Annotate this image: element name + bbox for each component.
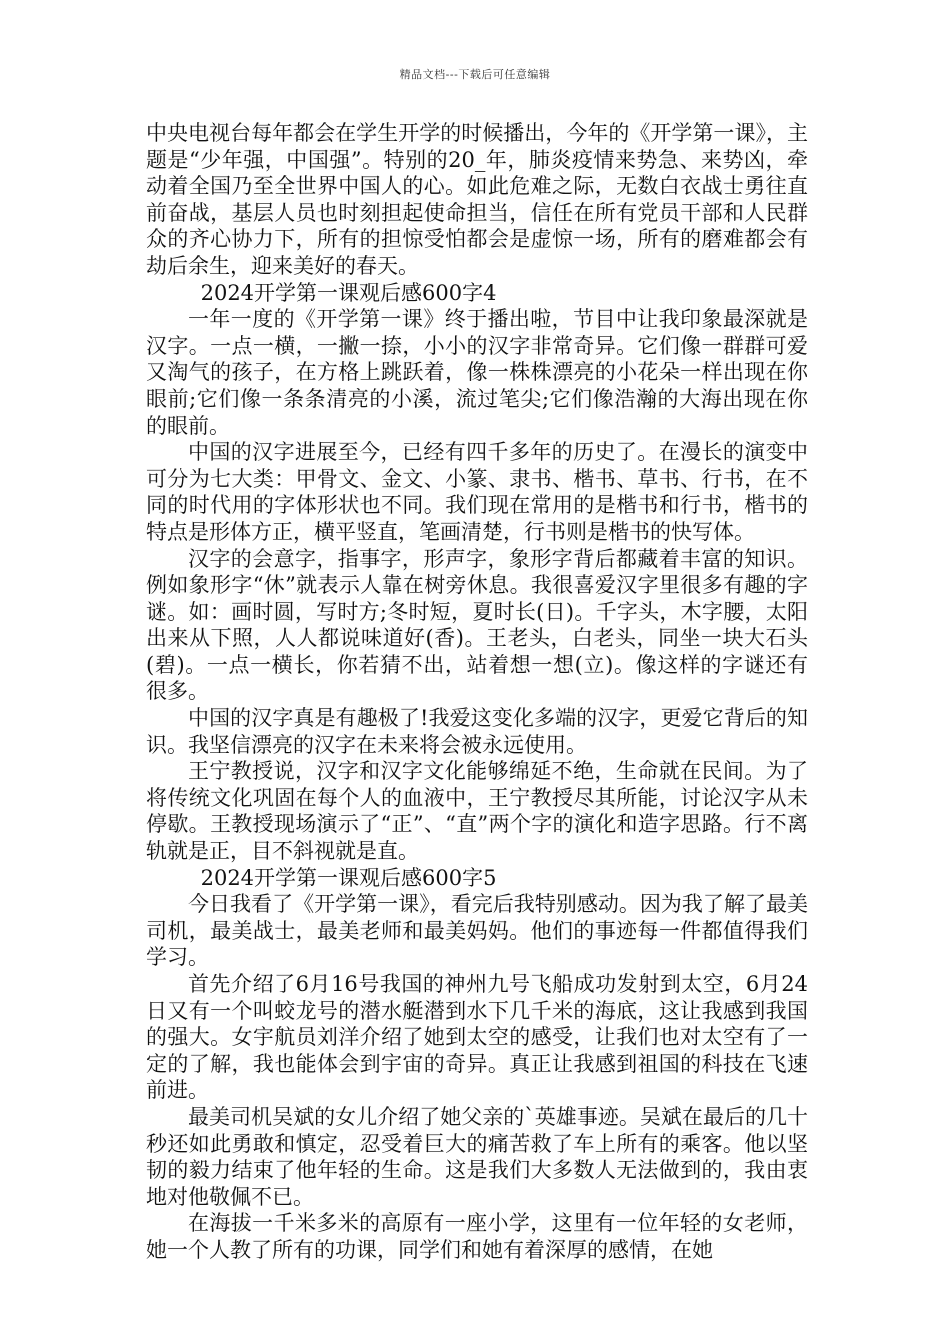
body-paragraph: 今日我看了《开学第一课》，看完后我特别感动。因为我了解了最美司机，最美战士，最美老师和最美妈妈。他们的事迹每一件都值得我们学习。 [146, 892, 808, 970]
section-heading: 2024开学第一课观后感600字5 [200, 865, 497, 890]
body-paragraph: 汉字的会意字，指事字，形声字，象形字背后都藏着丰富的知识。例如象形字“休”就表示人靠在树旁休息。我很喜爱汉字里很多有趣的字谜。如：画时圆，写时方;冬时短，夏时长(日)。千字头，木字腰，太阳出来从下照，人人都说味道好(香)。王老头，白老头，同坐一块大石头(碧)。一点一横长，你若猜不出，站着想一想(立)。像这样的字谜还有很多。 [146, 546, 808, 704]
body-paragraph: 一年一度的《开学第一课》终于播出啦，节目中让我印象最深就是汉字。一点一横，一撇一捺，小小的汉字非常奇异。它们像一群群可爱又淘气的孩子，在方格上跳跃着，像一株株漂亮的小花朵一样出现在你眼前;它们像一条条清亮的小溪，流过笔尖;它们像浩瀚的大海出现在你的眼前。 [146, 307, 808, 438]
body-paragraph: 首先介绍了6月16号我国的神州九号飞船成功发射到太空，6月24日又有一个叫蛟龙号的潜水艇潜到水下几千米的海底，这让我感到我国的强大。女宇航员刘洋介绍了她到太空的感受，让我们也对太空有了一定的了解，我也能体会到宇宙的奇异。真正让我感到祖国的科技在飞速前进。 [146, 972, 808, 1103]
section-heading: 2024开学第一课观后感600字4 [200, 280, 497, 305]
body-paragraph: 最美司机吴斌的女儿介绍了她父亲的`英雄事迹。吴斌在最后的几十秒还如此勇敢和慎定，忍受着巨大的痛苦救了车上所有的乘客。他以坚韧的毅力结束了他年轻的生命。这是我们大多数人无法做到的，我由衷地对他敬佩不已。 [146, 1104, 808, 1209]
body-paragraph: 中国的汉字真是有趣极了!我爱这变化多端的汉字，更爱它背后的知识。我坚信漂亮的汉字在未来将会被永远使用。 [146, 706, 808, 757]
page-header: 精品文档---下载后可任意编辑 [399, 68, 551, 81]
body-paragraph: 在海拔一千米多米的高原有一座小学，这里有一位年轻的女老师，她一个人教了所有的功课，同学们和她有着深厚的感情，在她 [146, 1211, 808, 1262]
document-body [146, 120, 808, 1264]
body-paragraph: 中国的汉字进展至今，已经有四千多年的历史了。在漫长的演变中可分为七大类：甲骨文、金文、小篆、隶书、楷书、草书、行书，在不同的时代用的字体形状也不同。我们现在常用的是楷书和行书，楷书的特点是形体方正，横平竖直，笔画清楚，行书则是楷书的快写体。 [146, 440, 808, 544]
body-paragraph: 中央电视台每年都会在学生开学的时候播出，今年的《开学第一课》，主题是“少年强，中国强”。特别的20_年，肺炎疫情来势急、来势凶，牵动着全国乃至全世界中国人的心。如此危难之际，无数白衣战士勇往直前奋战，基层人员也时刻担起使命担当，信任在所有党员干部和人民群众的齐心协力下，所有的担惊受怕都会是虚惊一场，所有的磨难都会有劫后余生，迎来美好的春天。 [146, 121, 808, 278]
body-paragraph: 王宁教授说，汉字和汉字文化能够绵延不绝，生命就在民间。为了将传统文化巩固在每个人的血液中，王宁教授尽其所能，讨论汉字从未停歇。王教授现场演示了“正”、“直”两个字的演化和造字思路。行不离轨就是正，目不斜视就是直。 [146, 759, 808, 864]
